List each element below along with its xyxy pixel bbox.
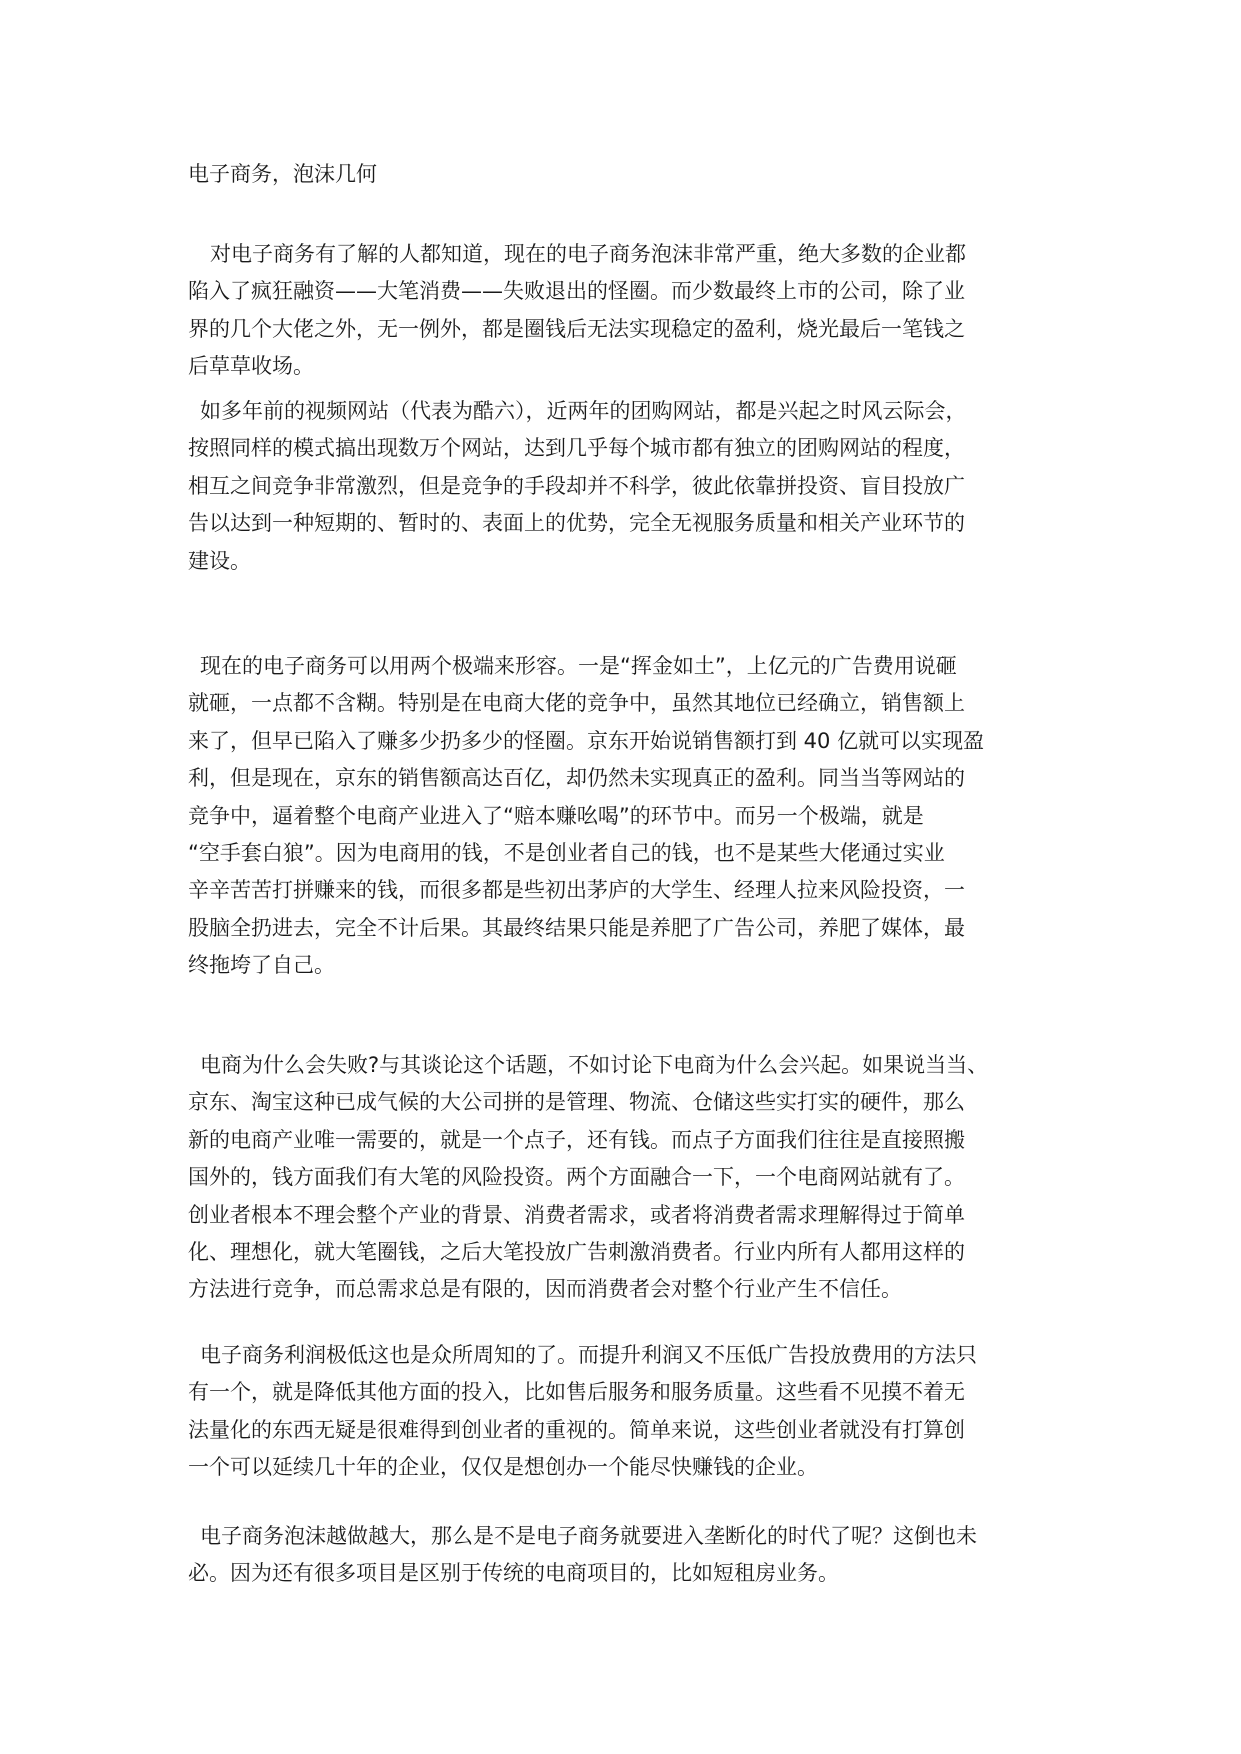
paragraph-6 (188, 1518, 977, 1593)
paragraph-line: 陷入了疯狂融资——大笔消费——失败退出的怪圈。而少数最终上市的公司，除了业 (188, 279, 965, 304)
paragraph-line: 建设。 (188, 548, 251, 573)
paragraph-line: 告以达到一种短期的、暂时的、表面上的优势，完全无视服务质量和相关产业环节的 (188, 511, 965, 536)
paragraph-line: 按照同样的模式搞出现数万个网站，达到几乎每个城市都有独立的团购网站的程度， (188, 436, 965, 461)
paragraph-3 (188, 648, 984, 985)
paragraph-line: 利，但是现在，京东的销售额高达百亿，却仍然未实现真正的盈利。同当当等网站的 (188, 766, 965, 791)
paragraph-line: 界的几个大佬之外，无一例外，都是圈钱后无法实现稳定的盈利，烧光最后一笔钱之 (188, 316, 965, 341)
paragraph-line: 电商为什么会失败?与其谈论这个话题，不如讨论下电商为什么会兴起。如果说当当、 (200, 1053, 989, 1077)
paragraph-line: 一个可以延续几十年的企业，仅仅是想创办一个能尽快赚钱的企业。 (188, 1455, 818, 1480)
paragraph-line: 新的电商产业唯一需要的，就是一个点子，还有钱。而点子方面我们往往是直接照搬 (188, 1127, 965, 1152)
paragraph-line: 就砸，一点都不含糊。特别是在电商大佬的竞争中，虽然其地位已经确立，销售额上 (188, 691, 965, 716)
paragraph-line: 方法进行竞争，而总需求总是有限的，因而消费者会对整个行业产生不信任。 (188, 1277, 902, 1302)
paragraph-line: 竞争中，逼着整个电商产业进入了“赔本赚吆喝”的环节中。而另一个极端，就是 (188, 803, 924, 828)
paragraph-line: 必。因为还有很多项目是区别于传统的电商项目的，比如短租房业务。 (188, 1561, 839, 1586)
paragraph-line: 电子商务利润极低这也是众所周知的了。而提升利润又不压低广告投放费用的方法只 (200, 1343, 977, 1367)
paragraph-line: 相互之间竞争非常激烈，但是竞争的手段却并不科学，彼此依靠拼投资、盲目投放广 (188, 473, 965, 498)
paragraph-line: 现在的电子商务可以用两个极端来形容。一是“挥金如土”，上亿元的广告费用说砸 (200, 654, 957, 678)
paragraph-line: 化、理想化，就大笔圈钱，之后大笔投放广告刺激消费者。行业内所有人都用这样的 (188, 1240, 965, 1265)
paragraph-line: 如多年前的视频网站（代表为酷六），近两年的团购网站，都是兴起之时风云际会， (200, 399, 967, 423)
paragraph-line: 法量化的东西无疑是很难得到创业者的重视的。简单来说，这些创业者就没有打算创 (188, 1417, 965, 1442)
paragraph-line: 后草草收场。 (188, 354, 314, 379)
paragraph-line: 来了，但早已陷入了赚多少扔多少的怪圈。京东开始说销售额打到 40 亿就可以实现盈 (188, 728, 985, 753)
paragraph-2 (188, 393, 967, 580)
paragraph-line: 创业者根本不理会整个产业的背景、消费者需求，或者将消费者需求理解得过于简单 (188, 1202, 965, 1227)
paragraph-line: 国外的，钱方面我们有大笔的风险投资。两个方面融合一下，一个电商网站就有了。 (188, 1165, 965, 1190)
paragraph-1 (188, 236, 966, 386)
paragraph-line: 有一个，就是降低其他方面的投入，比如售后服务和服务质量。这些看不见摸不着无 (188, 1380, 965, 1405)
paragraph-line: “空手套白狼”。因为电商用的钱，不是创业者自己的钱，也不是某些大佬通过实业 (188, 841, 945, 866)
paragraph-line: 对电子商务有了解的人都知道，现在的电子商务泡沫非常严重，绝大多数的企业都 (210, 242, 966, 266)
paragraph-line: 股脑全扔进去，完全不计后果。其最终结果只能是养肥了广告公司，养肥了媒体，最 (188, 915, 965, 940)
document-title: 电子商务，泡沫几何 (188, 162, 377, 186)
paragraph-line: 电子商务泡沫越做越大，那么是不是电子商务就要进入垄断化的时代了呢？这倒也未 (200, 1524, 977, 1548)
paragraph-5 (188, 1337, 977, 1487)
paragraph-line: 终拖垮了自己。 (188, 953, 335, 978)
paragraph-line: 京东、淘宝这种已成气候的大公司拼的是管理、物流、仓储这些实打实的硬件，那么 (188, 1090, 965, 1115)
paragraph-line: 辛辛苦苦打拼赚来的钱，而很多都是些初出茅庐的大学生、经理人拉来风险投资，一 (188, 878, 965, 903)
paragraph-4 (188, 1047, 988, 1309)
